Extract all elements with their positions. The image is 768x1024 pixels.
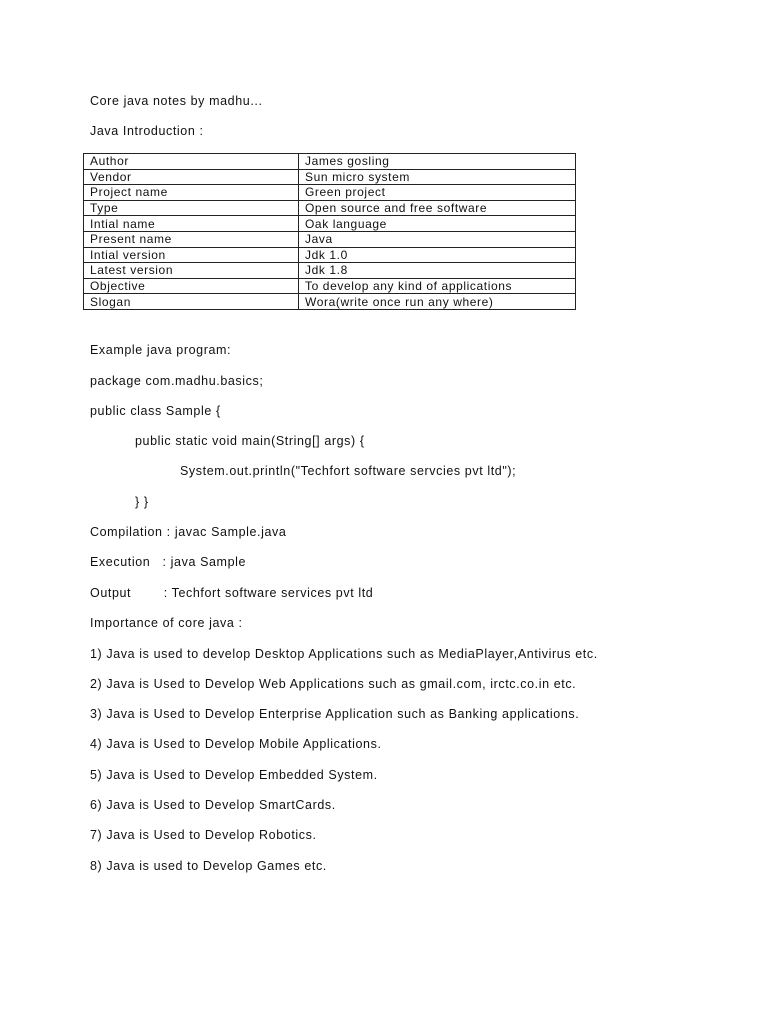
- execution-line: Execution : java Sample: [90, 555, 247, 569]
- table-cell-key: Slogan: [84, 294, 299, 310]
- table-cell-value: Java: [299, 231, 576, 247]
- list-item: 6) Java is Used to Develop SmartCards.: [90, 798, 336, 812]
- code-println-line: System.out.println("Techfort software servcies pvt ltd");: [180, 464, 517, 478]
- table-cell-key: Latest version: [84, 263, 299, 279]
- table-cell-key: Type: [84, 200, 299, 216]
- table-cell-key: Vendor: [84, 169, 299, 185]
- table-cell-value: James gosling: [299, 154, 576, 170]
- table-row: [84, 263, 576, 279]
- table-cell-value: Oak language: [299, 216, 576, 232]
- table-cell-key: Objective: [84, 278, 299, 294]
- table-row: [84, 154, 576, 170]
- table-cell-key: Intial name: [84, 216, 299, 232]
- table-row: [84, 200, 576, 216]
- java-intro-table: [83, 153, 576, 310]
- table-row: [84, 216, 576, 232]
- table-cell-value: Open source and free software: [299, 200, 576, 216]
- table-cell-key: Project name: [84, 185, 299, 201]
- table-cell-value: Sun micro system: [299, 169, 576, 185]
- list-item: 3) Java is Used to Develop Enterprise Application such as Banking applications.: [90, 707, 580, 721]
- table-cell-value: To develop any kind of applications: [299, 278, 576, 294]
- table-cell-value: Jdk 1.8: [299, 263, 576, 279]
- list-item: 2) Java is Used to Develop Web Applications such as gmail.com, irctc.co.in etc.: [90, 677, 577, 691]
- code-main-line: public static void main(String[] args) {: [135, 434, 365, 448]
- table-row: [84, 247, 576, 263]
- code-closing-line: } }: [135, 495, 149, 509]
- table-row: [84, 294, 576, 310]
- list-item: 8) Java is used to Develop Games etc.: [90, 859, 327, 873]
- table-cell-value: Jdk 1.0: [299, 247, 576, 263]
- list-item: 4) Java is Used to Develop Mobile Applications.: [90, 737, 382, 751]
- code-class-line: public class Sample {: [90, 404, 221, 418]
- table-cell-value: Green project: [299, 185, 576, 201]
- table-cell-key: Author: [84, 154, 299, 170]
- output-line: Output : Techfort software services pvt ltd: [90, 586, 374, 600]
- compilation-line: Compilation : javac Sample.java: [90, 525, 287, 539]
- list-item: 1) Java is used to develop Desktop Applications such as MediaPlayer,Antivirus etc.: [90, 647, 598, 661]
- section-heading-importance: Importance of core java :: [90, 616, 243, 630]
- table-row: [84, 278, 576, 294]
- table-cell-key: Present name: [84, 231, 299, 247]
- table-row: [84, 231, 576, 247]
- document-title: Core java notes by madhu...: [90, 94, 263, 108]
- list-item: 5) Java is Used to Develop Embedded System.: [90, 768, 378, 782]
- code-package-line: package com.madhu.basics;: [90, 374, 264, 388]
- section-heading-example: Example java program:: [90, 343, 232, 357]
- table-row: [84, 169, 576, 185]
- table-row: [84, 185, 576, 201]
- table-cell-value: Wora(write once run any where): [299, 294, 576, 310]
- section-heading-intro: Java Introduction :: [90, 124, 204, 138]
- table-cell-key: Intial version: [84, 247, 299, 263]
- list-item: 7) Java is Used to Develop Robotics.: [90, 828, 317, 842]
